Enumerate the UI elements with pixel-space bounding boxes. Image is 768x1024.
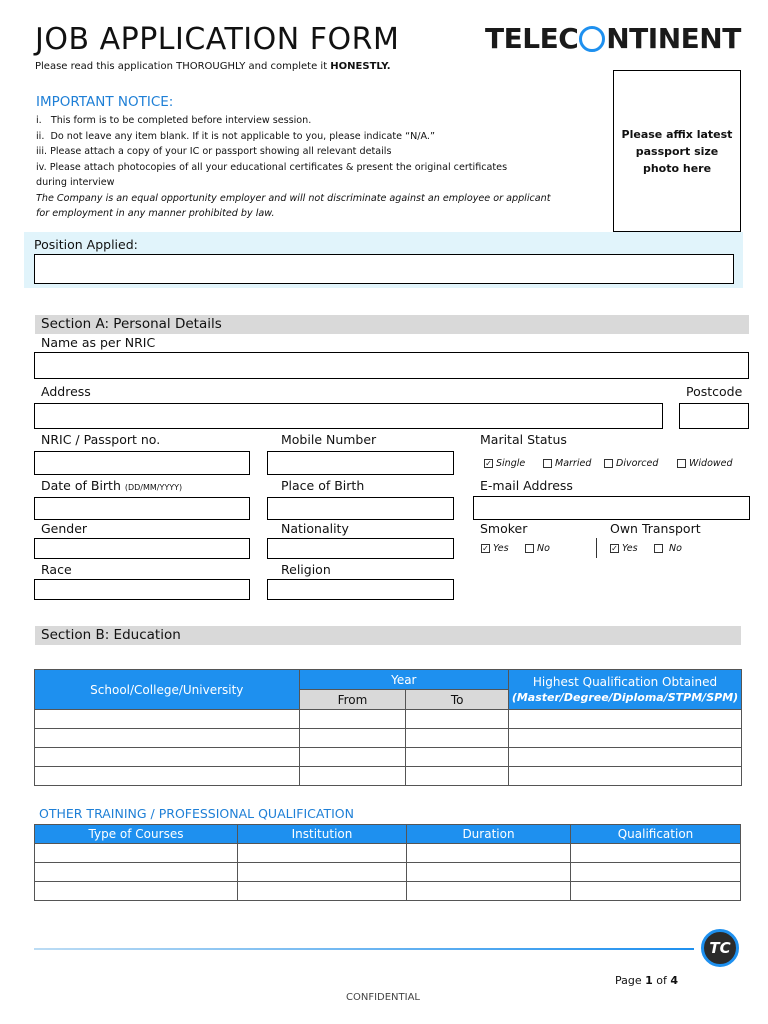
marital-divorced-checkbox[interactable] — [604, 458, 658, 469]
logo-text-part1: TELEC — [485, 22, 579, 55]
table-row[interactable] — [35, 863, 741, 882]
option-label: Single — [496, 458, 526, 469]
option-label: Yes — [493, 543, 509, 554]
col-to: To — [406, 690, 509, 710]
nationality-label: Nationality — [281, 521, 349, 536]
notice-heading: IMPORTANT NOTICE: — [36, 94, 174, 110]
marital-label: Marital Status — [480, 432, 567, 447]
checkbox-icon — [677, 459, 686, 468]
notice-list — [36, 113, 551, 222]
col-qualification: Qualification — [571, 825, 741, 844]
address-label: Address — [41, 384, 91, 399]
name-input[interactable] — [34, 352, 749, 379]
page-of: of — [652, 974, 671, 987]
race-input[interactable] — [34, 579, 250, 600]
page-number — [615, 974, 678, 987]
page-prefix: Page — [615, 974, 646, 987]
photo-text: Please affix latest — [621, 127, 733, 141]
option-label: No — [537, 543, 550, 554]
col-year: Year — [299, 670, 508, 690]
section-b-header: Section B: Education — [35, 626, 741, 645]
mobile-label: Mobile Number — [281, 432, 377, 447]
col-qual-sub: (Master/Degree/Diploma/STPM/SPM) — [511, 690, 739, 704]
checked-icon: ✓ — [485, 459, 492, 468]
form-title: JOB APPLICATION FORM — [35, 22, 400, 57]
email-input[interactable] — [473, 496, 750, 520]
notice-item: during interview — [36, 177, 115, 188]
photo-text: photo here — [642, 161, 712, 175]
checked-icon: ✓ — [482, 544, 489, 553]
dob-input[interactable] — [34, 497, 250, 520]
footer-line — [34, 948, 694, 950]
position-input[interactable] — [34, 254, 734, 284]
col-qual-title: Highest Qualification Obtained — [532, 674, 718, 689]
dob-label-text: Date of Birth — [41, 478, 125, 493]
checkbox-icon — [654, 544, 663, 553]
section-a-header: Section A: Personal Details — [35, 315, 749, 334]
col-school: School/College/University — [35, 670, 300, 710]
notice-item: iv. Please attach photocopies of all your educational certificates & present the original certificates — [36, 161, 508, 173]
option-label: Yes — [622, 543, 638, 554]
dob-label — [41, 478, 182, 493]
training-table — [34, 824, 741, 901]
option-label: Divorced — [616, 458, 659, 469]
checked-icon: ✓ — [611, 544, 618, 553]
notice-disclaimer: for employment in any manner prohibited by law. — [36, 208, 275, 219]
divider — [596, 538, 597, 558]
postcode-input[interactable] — [679, 403, 749, 429]
company-logo — [485, 22, 741, 55]
logo-text-part2: NTINENT — [606, 22, 741, 55]
notice-disclaimer: The Company is an equal opportunity employer and will not discriminate against an employee or applicant — [36, 192, 551, 204]
col-institution: Institution — [238, 825, 407, 844]
table-row[interactable] — [35, 844, 741, 863]
notice-item: ii. Do not leave any item blank. If it is not applicable to you, please indicate “N/A.” — [36, 130, 435, 142]
mobile-input[interactable] — [267, 451, 454, 475]
col-duration: Duration — [407, 825, 571, 844]
page-current: 1 — [645, 974, 653, 987]
position-label: Position Applied: — [34, 237, 138, 252]
subtitle-text: Please read this application THOROUGHLY and complete it — [35, 61, 331, 72]
smoker-no-checkbox[interactable] — [525, 543, 550, 554]
checkbox-icon — [543, 459, 552, 468]
option-label: Married — [555, 458, 592, 469]
pob-label: Place of Birth — [281, 478, 365, 493]
transport-no-checkbox[interactable] — [654, 543, 682, 554]
transport-yes-checkbox[interactable] — [610, 543, 638, 554]
badge-text: TC — [709, 939, 731, 957]
transport-label: Own Transport — [610, 521, 701, 536]
col-from: From — [299, 690, 406, 710]
logo-ring-icon — [579, 26, 605, 52]
table-row[interactable] — [35, 748, 742, 767]
religion-input[interactable] — [267, 579, 454, 600]
nric-input[interactable] — [34, 451, 250, 475]
name-label: Name as per NRIC — [41, 335, 156, 350]
postcode-label: Postcode — [686, 384, 743, 399]
address-input[interactable] — [34, 403, 663, 429]
dob-format: (DD/MM/YYYY) — [124, 483, 183, 492]
photo-text: passport size — [635, 144, 719, 158]
nationality-input[interactable] — [267, 538, 454, 559]
table-row[interactable] — [35, 767, 742, 786]
gender-input[interactable] — [34, 538, 250, 559]
col-qual — [508, 670, 741, 710]
col-course-type: Type of Courses — [35, 825, 238, 844]
pob-input[interactable] — [267, 497, 454, 520]
notice-item: i. This form is to be completed before interview session. — [36, 115, 312, 126]
photo-box[interactable] — [613, 70, 741, 232]
religion-label: Religion — [281, 562, 331, 577]
table-row[interactable] — [35, 710, 742, 729]
option-label: Widowed — [689, 458, 733, 469]
nric-label: NRIC / Passport no. — [41, 432, 161, 447]
subtitle-emphasis: HONESTLY. — [330, 61, 391, 72]
email-label: E-mail Address — [480, 478, 573, 493]
marital-single-checkbox[interactable] — [484, 458, 525, 469]
race-label: Race — [41, 562, 72, 577]
training-heading: OTHER TRAINING / PROFESSIONAL QUALIFICATION — [39, 806, 354, 821]
page-total: 4 — [670, 974, 679, 987]
footer-logo-badge — [701, 929, 739, 967]
option-label: No — [669, 543, 682, 554]
form-subtitle — [35, 61, 391, 72]
checkbox-icon — [604, 459, 613, 468]
gender-label: Gender — [41, 521, 88, 536]
checkbox-icon — [525, 544, 534, 553]
smoker-yes-checkbox[interactable] — [481, 543, 509, 554]
education-table — [34, 669, 742, 786]
table-row[interactable] — [35, 729, 742, 748]
table-row[interactable] — [35, 882, 741, 901]
confidential-label: CONFIDENTIAL — [346, 992, 421, 1003]
smoker-label: Smoker — [480, 521, 528, 536]
marital-married-checkbox[interactable] — [543, 458, 591, 469]
notice-item: iii. Please attach a copy of your IC or passport showing all relevant details — [36, 146, 392, 157]
marital-widowed-checkbox[interactable] — [677, 458, 733, 469]
